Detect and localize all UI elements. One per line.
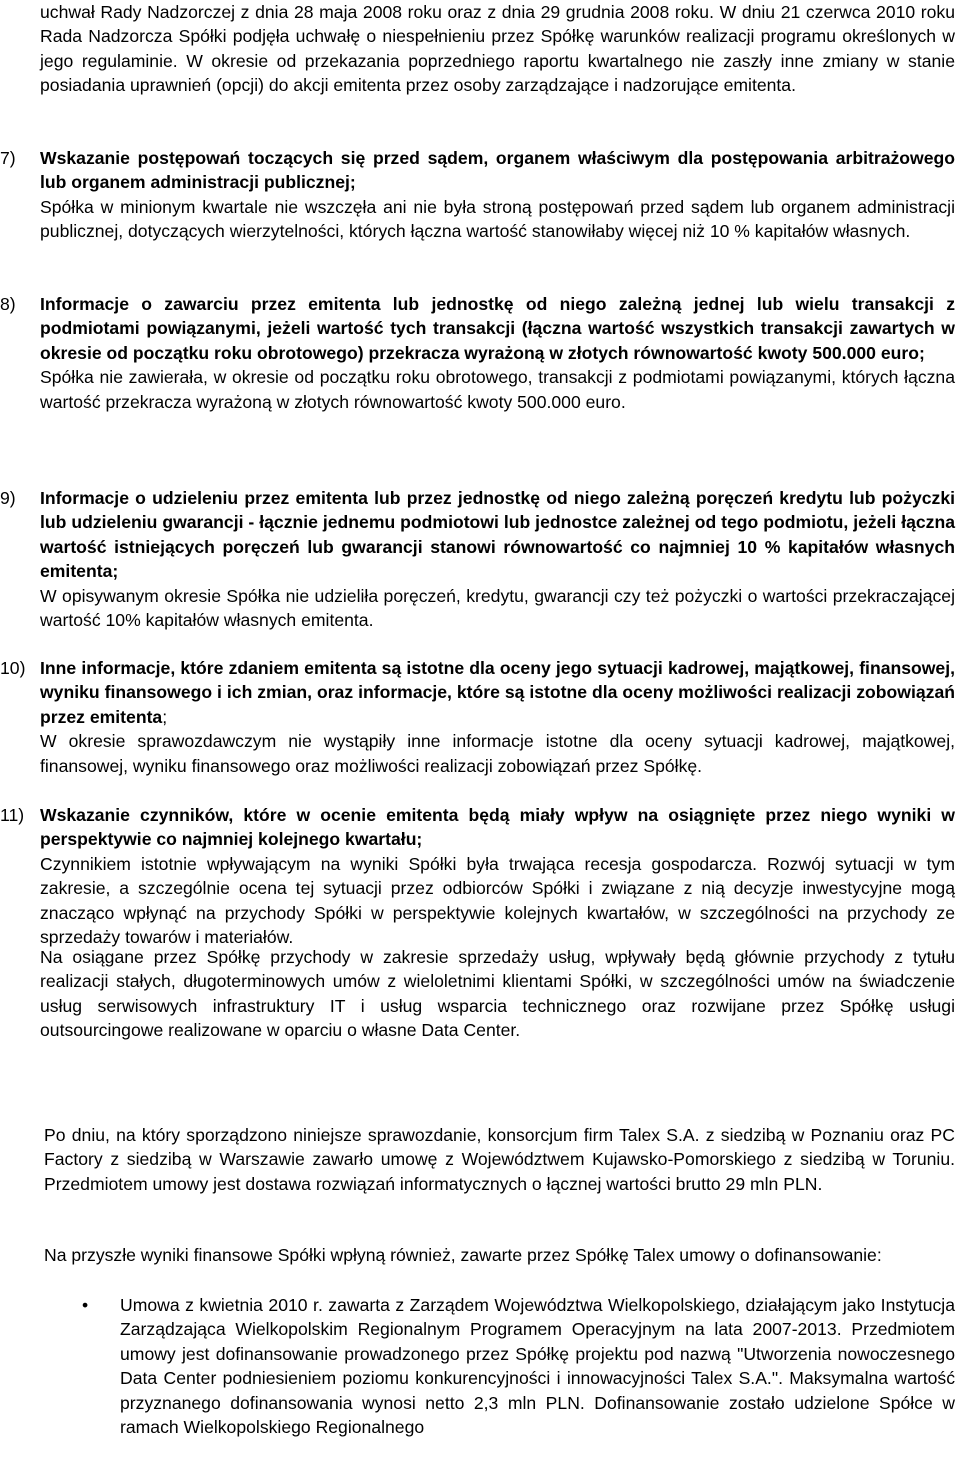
intro-paragraph: uchwał Rady Nadzorczej z dnia 28 maja 2008 roku oraz z dnia 29 grudnia 2008 roku. W dniu 21 czerwca 2010 roku Rada Nadzorcza Spółki podjęła uchwałę o niespełnieniu przez Spółkę warunków realizacji programu określonych w jego regulaminie. W okresie od przekazania poprzedniego raportu kwartalnego nie zaszły inne zmiany w stanie posiadania uprawnień (opcji) do akcji emitenta przez osoby zarządzające i nadzorujące emitenta.	[40, 2, 955, 96]
section-10-heading-line	[40, 656, 955, 729]
section-10-paragraph: W okresie sprawozdawczym nie wystąpiły inne informacje istotne dla oceny sytuacji kadrowej, majątkowej, finansowej, wyniku finansowego oraz możliwości realizacji zobowiązań przez Spółkę.	[40, 731, 955, 776]
section-9-paragraph: W opisywanym okresie Spółka nie udzieliła poręczeń, kredytu, gwarancji czy też pożyczki o wartości przekraczającej wartość 10% kapitałów własnych emitenta.	[40, 585, 955, 631]
section-7-paragraph: Spółka w minionym kwartale nie wszczęła ani nie była stroną postępowań przed sądem lub organem administracji publicznej, dotyczących wierzytelności, których łączna wartość stanowiłaby więcej niż 10 % kapitałów własnych.	[40, 196, 955, 242]
closing-paragraph-2: Na przyszłe wyniki finansowe Spółki wpłyną również, zawarte przez Spółkę Talex umowy o dofinansowanie:	[44, 1245, 882, 1265]
closing-paragraph-1: Po dniu, na który sporządzono niniejsze sprawozdanie, konsorcjum firm Talex S.A. z siedzibą w Poznaniu oraz PC Factory z siedzibą w Warszawie zawarło umowę z Województwem Kujawsko-Pomorskiego z siedzibą w Toruniu. Przedmiotem umowy jest dostawa rozwiązań informatycznych o łącznej wartości brutto 29 mln PLN.	[44, 1125, 955, 1194]
section-9-number: 9)	[0, 488, 16, 508]
section-8-number: 8)	[0, 294, 16, 314]
section-8	[40, 292, 955, 414]
section-11-heading: Wskazanie czynników, które w ocenie emitenta będą miały wpływ na osiągnięte przez niego wyniki w perspektywie co najmniej kolejnego kwartału;	[40, 805, 955, 850]
section-10-heading: Inne informacje, które zdaniem emitenta są istotne dla oceny jego sytuacji kadrowej, majątkowej, finansowej, wyniku finansowego i ich zmian, oraz informacje, które są istotne dla oceny możliwości realizacji zobowiązań przez emitenta	[40, 658, 955, 727]
section-10	[40, 656, 955, 778]
section-8-paragraph: Spółka nie zawierała, w okresie od początku roku obrotowego, transakcji z podmiotami powiązanymi, których łączna wartość przekracza wyrażoną w złotych równowartość kwoty 500.000 euro.	[40, 367, 955, 412]
section-8-heading: Informacje o zawarciu przez emitenta lub jednostkę od niego zależną jednej lub wielu transakcji z podmiotami powiązanymi, jeżeli wartość tych transakcji (łączna wartość wszystkich transakcji zawartych w okresie od początku roku obrotowego) przekracza wyrażoną w złotych równowartość kwoty 500.000 euro;	[40, 294, 955, 363]
section-7-number: 7)	[0, 148, 16, 168]
section-11-paragraph-2: Na osiągane przez Spółkę przychody w zakresie sprzedaży usług, wpływały będą głównie przychody z tytułu realizacji stałych, długoterminowych umów z wieloletnimi klientami Spółki, w szczególności umów na świadczenie usług serwisowych infrastruktury IT i usług wsparcia technicznego oraz rozwijane przez Spółkę usługi outsourcingowe realizowane w oparciu o własne Data Center.	[40, 947, 955, 1041]
section-11-number: 11)	[0, 805, 25, 825]
bullet-item: Umowa z kwietnia 2010 r. zawarta z Zarządem Województwa Wielkopolskiego, działającym jako Instytucja Zarządzająca Wielkopolskim Regionalnym Programem Operacyjnym na lata 2007-2013. Przedmiotem umowy jest dofinansowanie prowadzonego przez Spółkę projektu pod nazwą "Utworzenia nowoczesnego Data Center podniesieniem poziomu konkurencyjności i innowacyjności Talex S.A.". Maksymalna wartość przyznanego dofinansowania wynosi netto 2,3 mln PLN. Dofinansowanie zostało udzielone Spółce w ramach Wielkopolskiego Regionalnego	[120, 1295, 955, 1438]
section-11	[40, 803, 955, 949]
section-9-heading: Informacje o udzieleniu przez emitenta lub przez jednostkę od niego zależną poręczeń kredytu lub pożyczki lub udzieleniu gwarancji - łącznie jednemu podmiotowi lub jednostce zależnej od tego podmiotu, jeżeli łączna wartość istniejących poręczeń lub gwarancji stanowi równowartość co najmniej 10 % kapitałów własnych emitenta;	[40, 488, 955, 582]
section-10-heading-suffix: ;	[162, 706, 168, 727]
section-9	[40, 486, 955, 632]
section-7-heading: Wskazanie postępowań toczących się przed sądem, organem właściwym dla postępowania arbitrażowego lub organem administracji publicznej;	[40, 148, 955, 193]
section-10-number: 10)	[0, 658, 26, 678]
bullet-marker: •	[82, 1295, 89, 1315]
section-11-paragraph-1: Czynnikiem istotnie wpływającym na wyniki Spółki była trwająca recesja gospodarcza. Rozwój sytuacji w tym zakresie, a szczególnie ocena tej sytuacji przez odbiorców Spółki i związane z nią decyzje inwestycyjne mogą znacząco wpłynąć na przychody Spółki w perspektywie kolejnych kwartałów, w szczególności na przychody ze sprzedaży towarów i materiałów.	[40, 853, 955, 948]
section-7	[40, 146, 955, 244]
